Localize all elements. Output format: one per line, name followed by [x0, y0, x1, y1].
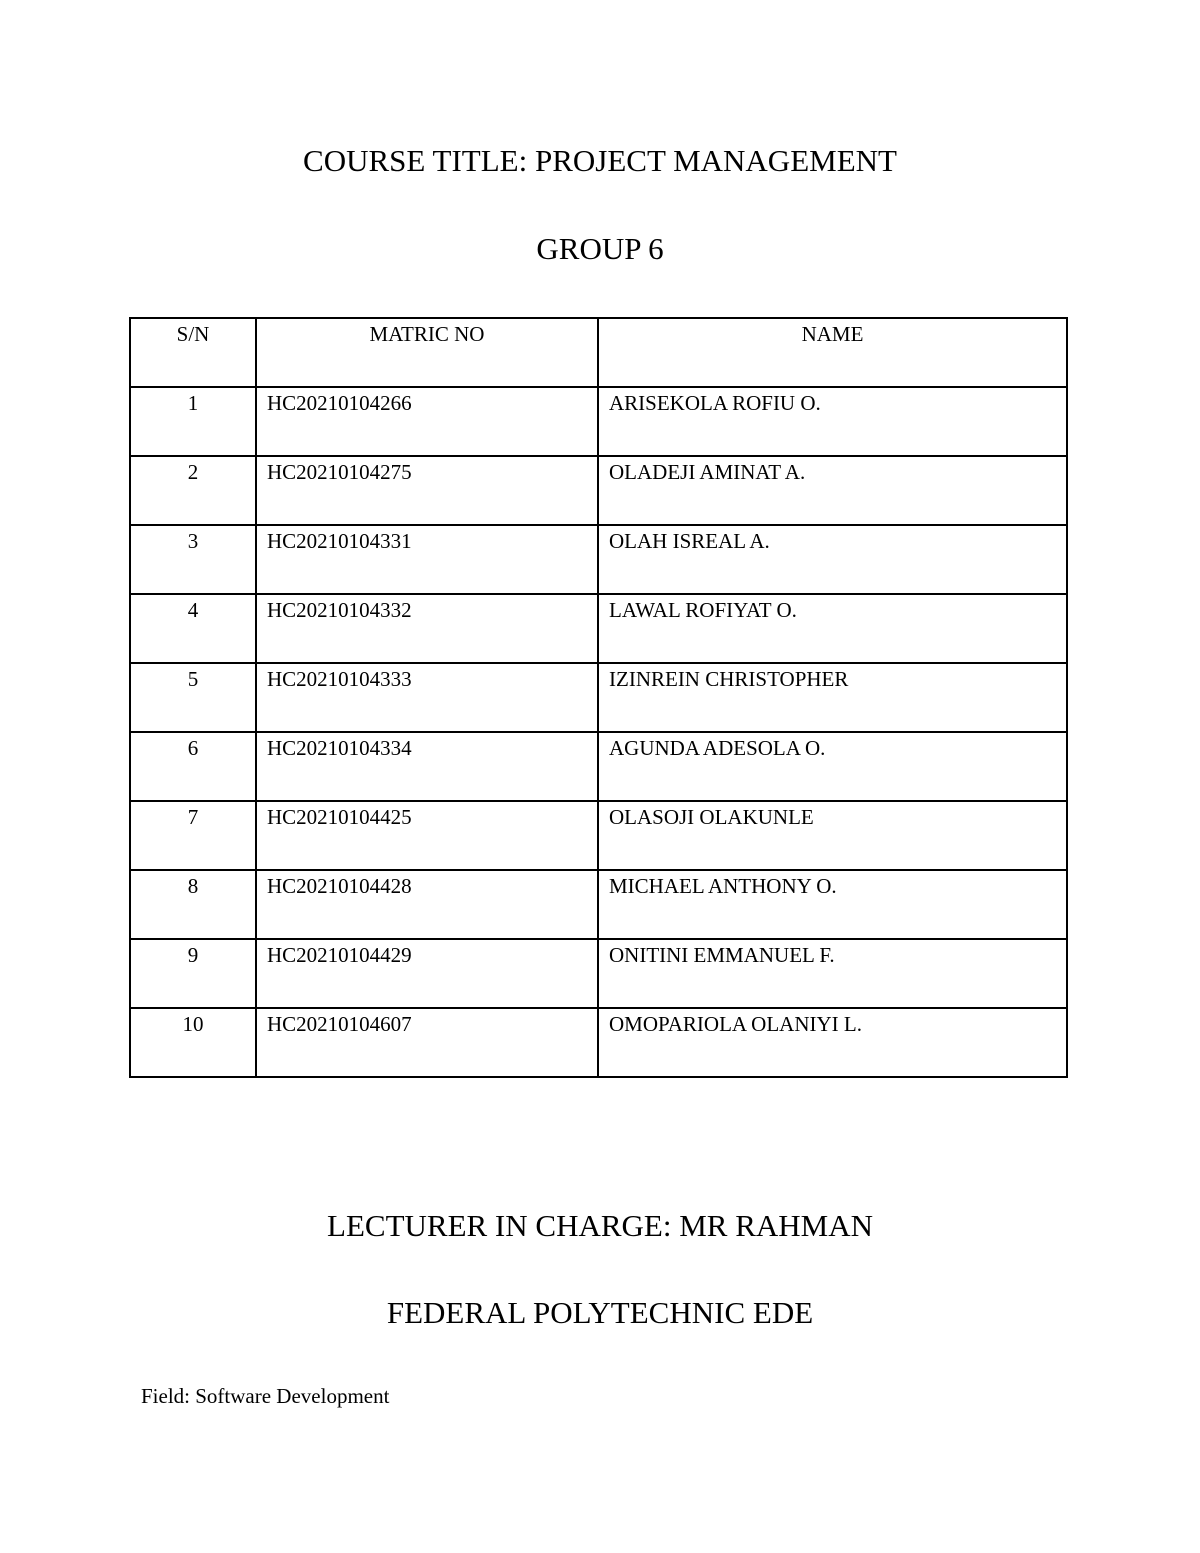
row-name: OLASOJI OLAKUNLE	[598, 801, 1067, 870]
row-sn: 3	[130, 525, 256, 594]
column-header-matric-no: MATRIC NO	[256, 318, 598, 387]
group-members-table	[129, 317, 1068, 1078]
row-name: MICHAEL ANTHONY O.	[598, 870, 1067, 939]
table-row	[130, 456, 1067, 525]
row-sn: 5	[130, 663, 256, 732]
table-row	[130, 387, 1067, 456]
column-header-name: NAME	[598, 318, 1067, 387]
row-name: OLAH ISREAL A.	[598, 525, 1067, 594]
row-matric-no: HC20210104266	[256, 387, 598, 456]
row-name: OLADEJI AMINAT A.	[598, 456, 1067, 525]
field-line: Field: Software Development	[141, 1384, 390, 1408]
row-sn: 7	[130, 801, 256, 870]
table-header-row	[130, 318, 1067, 387]
table-row	[130, 525, 1067, 594]
table-row	[130, 663, 1067, 732]
row-matric-no: HC20210104429	[256, 939, 598, 1008]
row-name: LAWAL ROFIYAT O.	[598, 594, 1067, 663]
table-row	[130, 870, 1067, 939]
table-row	[130, 732, 1067, 801]
course-title: COURSE TITLE: PROJECT MANAGEMENT	[303, 143, 897, 178]
row-name: IZINREIN CHRISTOPHER	[598, 663, 1067, 732]
row-sn: 10	[130, 1008, 256, 1077]
table-row	[130, 594, 1067, 663]
row-matric-no: HC20210104275	[256, 456, 598, 525]
group-title: GROUP 6	[536, 231, 664, 266]
row-matric-no: HC20210104428	[256, 870, 598, 939]
institution-name: FEDERAL POLYTECHNIC EDE	[386, 1295, 814, 1330]
lecturer-in-charge: LECTURER IN CHARGE: MR RAHMAN	[327, 1208, 873, 1243]
table-row	[130, 939, 1067, 1008]
row-matric-no: HC20210104425	[256, 801, 598, 870]
row-name: ONITINI EMMANUEL F.	[598, 939, 1067, 1008]
row-matric-no: HC20210104331	[256, 525, 598, 594]
row-sn: 9	[130, 939, 256, 1008]
row-sn: 2	[130, 456, 256, 525]
row-matric-no: HC20210104333	[256, 663, 598, 732]
row-matric-no: HC20210104334	[256, 732, 598, 801]
row-name: ARISEKOLA ROFIU O.	[598, 387, 1067, 456]
table-row	[130, 1008, 1067, 1077]
row-sn: 1	[130, 387, 256, 456]
row-sn: 8	[130, 870, 256, 939]
row-sn: 4	[130, 594, 256, 663]
row-name: AGUNDA ADESOLA O.	[598, 732, 1067, 801]
row-name: OMOPARIOLA OLANIYI L.	[598, 1008, 1067, 1077]
table-row	[130, 801, 1067, 870]
column-header-sn: S/N	[130, 318, 256, 387]
row-sn: 6	[130, 732, 256, 801]
row-matric-no: HC20210104607	[256, 1008, 598, 1077]
row-matric-no: HC20210104332	[256, 594, 598, 663]
